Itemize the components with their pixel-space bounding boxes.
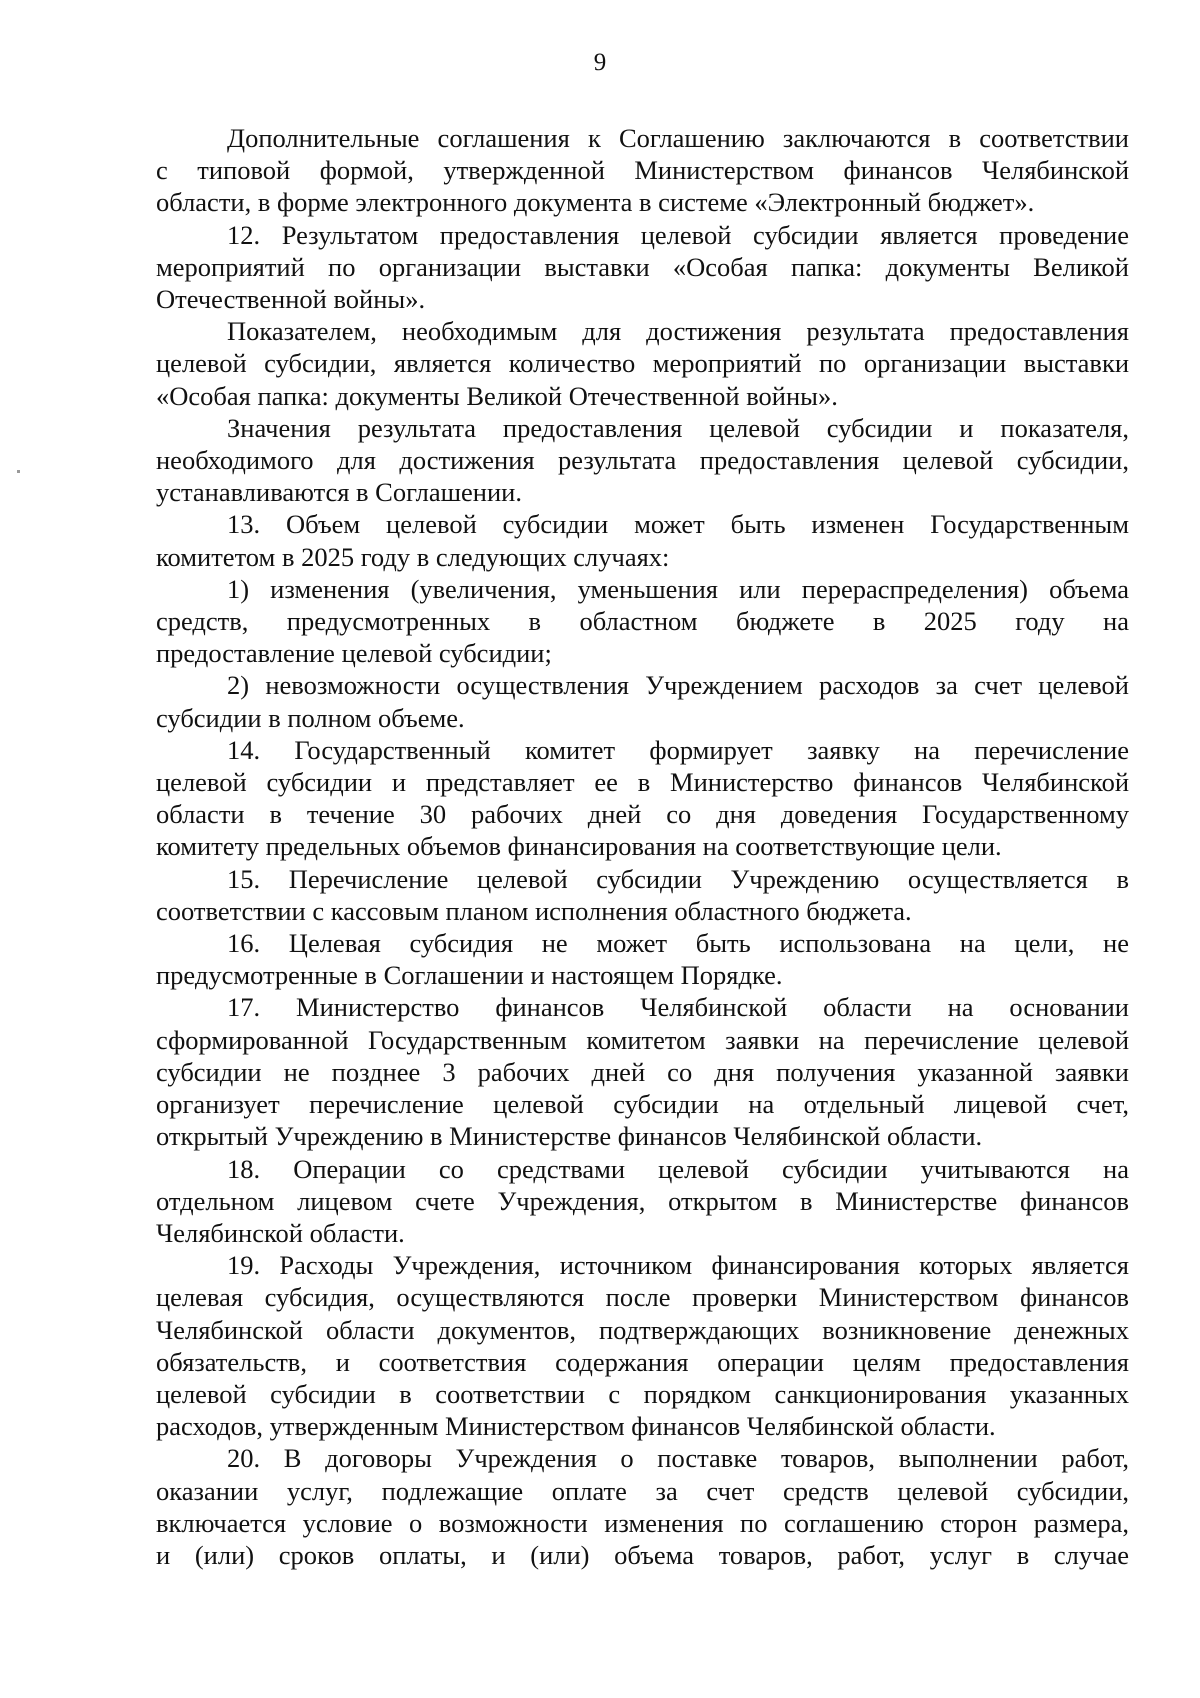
text-line: отдельном лицевом счете Учреждения, открытом в Министерстве финансов xyxy=(156,1185,1129,1216)
text-line: оказании услуг, подлежащие оплате за счет средств целевой субсидии, xyxy=(156,1475,1129,1506)
text-line: обязательств, и соответствия содержания операции целям предоставления xyxy=(156,1346,1129,1377)
text-line: предоставление целевой субсидии; xyxy=(156,638,552,669)
document-body xyxy=(156,122,1129,1571)
text-line: соответствии с кассовым планом исполнения областного бюджета. xyxy=(156,895,912,926)
paragraph xyxy=(156,863,1129,927)
text-line: Отечественной войны». xyxy=(156,284,426,315)
page-number: 9 xyxy=(593,49,607,76)
text-line: 18. Операции со средствами целевой субсидии учитываются на xyxy=(227,1153,1129,1184)
text-line: целевой субсидии и представляет ее в Министерство финансов Челябинской xyxy=(156,767,1129,798)
text-line: 12. Результатом предоставления целевой субсидии является проведение xyxy=(227,219,1129,250)
text-line: 16. Целевая субсидия не может быть использована на цели, не xyxy=(227,928,1129,959)
text-line: 13. Объем целевой субсидии может быть изменен Государственным xyxy=(227,509,1129,540)
text-line: мероприятий по организации выставки «Особая папка: документы Великой xyxy=(156,251,1129,282)
text-line: субсидии не позднее 3 рабочих дней со дня получения указанной заявки xyxy=(156,1056,1129,1087)
text-line: 14. Государственный комитет формирует заявку на перечисление xyxy=(227,734,1129,765)
text-line: 17. Министерство финансов Челябинской области на основании xyxy=(227,992,1129,1023)
paragraph xyxy=(156,573,1129,670)
paragraph xyxy=(156,219,1129,316)
text-line: комитетом в 2025 году в следующих случаях: xyxy=(156,541,670,572)
text-line: расходов, утвержденным Министерством финансов Челябинской области. xyxy=(156,1411,996,1442)
text-line: целевой субсидии, является количество мероприятий по организации выставки xyxy=(156,348,1129,379)
paragraph xyxy=(156,315,1129,412)
paragraph xyxy=(156,1442,1129,1571)
paragraph xyxy=(156,1153,1129,1250)
text-line: Показателем, необходимым для достижения результата предоставления xyxy=(227,316,1129,347)
text-line: сформированной Государственным комитетом заявки на перечисление целевой xyxy=(156,1024,1129,1055)
paragraph xyxy=(156,991,1129,1152)
paragraph xyxy=(156,1249,1129,1442)
scan-speck xyxy=(17,470,20,473)
text-line: предусмотренные в Соглашении и настоящем Порядке. xyxy=(156,960,783,991)
text-line: и (или) сроков оплаты, и (или) объема товаров, работ, услуг в случае xyxy=(156,1539,1129,1570)
text-line: Дополнительные соглашения к Соглашению заключаются в соответствии xyxy=(227,123,1129,153)
paragraph xyxy=(156,669,1129,733)
text-line: средств, предусмотренных в областном бюджете в 2025 году на xyxy=(156,606,1129,637)
text-line: области, в форме электронного документа в системе «Электронный бюджет». xyxy=(156,187,1035,218)
text-line: Значения результата предоставления целевой субсидии и показателя, xyxy=(227,412,1129,443)
text-line: открытый Учреждению в Министерстве финансов Челябинской области. xyxy=(156,1121,983,1152)
text-line: организует перечисление целевой субсидии на отдельный лицевой счет, xyxy=(156,1089,1129,1120)
text-line: Челябинской области документов, подтверждающих возникновение денежных xyxy=(156,1314,1129,1345)
paragraph xyxy=(156,927,1129,991)
text-line: устанавливаются в Соглашении. xyxy=(156,477,522,508)
text-line: целевая субсидия, осуществляются после проверки Министерством финансов xyxy=(156,1282,1129,1313)
paragraph xyxy=(156,412,1129,509)
text-line: 1) изменения (увеличения, уменьшения или перераспределения) объема xyxy=(227,573,1129,604)
text-line: целевой субсидии в соответствии с порядком санкционирования указанных xyxy=(156,1378,1129,1409)
text-line: комитету предельных объемов финансирования на соответствующие цели. xyxy=(156,831,1002,862)
text-line: 20. В договоры Учреждения о поставке товаров, выполнении работ, xyxy=(227,1443,1129,1474)
text-line: «Особая папка: документы Великой Отечественной войны». xyxy=(156,380,838,411)
paragraph xyxy=(156,734,1129,863)
text-line: необходимого для достижения результата предоставления целевой субсидии, xyxy=(156,445,1129,476)
text-line: 2) невозможности осуществления Учреждением расходов за счет целевой xyxy=(227,670,1129,701)
text-line: с типовой формой, утвержденной Министерством финансов Челябинской xyxy=(156,155,1129,186)
text-line: включается условие о возможности изменения по соглашению сторон размера, xyxy=(156,1507,1129,1538)
text-line: 15. Перечисление целевой субсидии Учреждению осуществляется в xyxy=(227,863,1129,894)
text-line: 19. Расходы Учреждения, источником финансирования которых является xyxy=(227,1250,1129,1281)
text-line: субсидии в полном объеме. xyxy=(156,702,465,733)
text-line: Челябинской области. xyxy=(156,1217,405,1248)
text-line: области в течение 30 рабочих дней со дня доведения Государственному xyxy=(156,799,1129,830)
paragraph xyxy=(156,122,1129,219)
paragraph xyxy=(156,508,1129,572)
